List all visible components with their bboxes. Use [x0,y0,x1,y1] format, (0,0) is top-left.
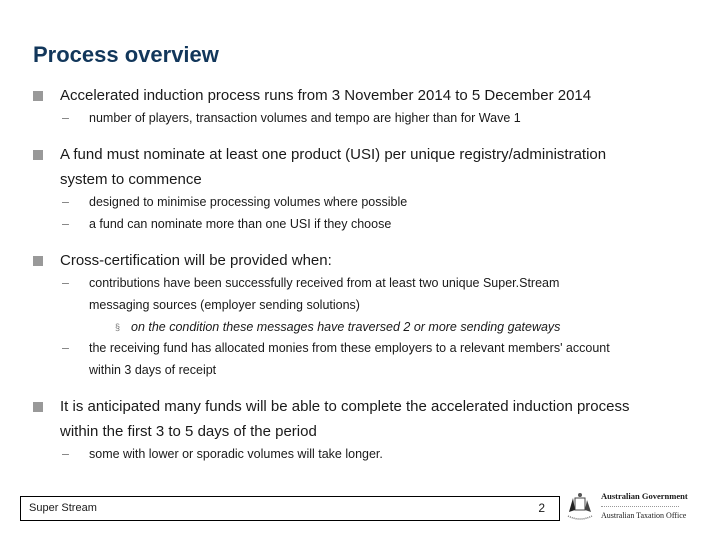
bullet-text: Cross-certification will be provided when: [60,252,332,269]
bullet-text: within the first 3 to 5 days of the period [60,423,317,440]
square-bullet-icon [33,256,43,266]
dash-bullet-icon: – [62,447,69,461]
logo-line-1: Australian Government [601,491,688,501]
section-bullet-icon: § [115,322,121,332]
sub-bullet-text: a fund can nominate more than one USI if they choose [89,217,392,231]
sub-bullet-text: some with lower or sporadic volumes will take longer. [89,447,383,461]
square-bullet-icon [33,402,43,412]
footer-bar [20,496,560,521]
coat-of-arms-icon [565,490,595,524]
sub-bullet-text: number of players, transaction volumes and tempo are higher than for Wave 1 [89,111,521,125]
square-bullet-icon [33,91,43,101]
sub-bullet-text: designed to minimise processing volumes where possible [89,195,408,209]
sub-bullet-text: contributions have been successfully received from at least two unique Super.Stream [89,276,560,290]
dash-bullet-icon: – [62,111,69,125]
logo-line-2: Australian Taxation Office [601,511,687,520]
government-logo [565,488,705,528]
footer-title: Super Stream [29,502,97,514]
square-bullet-icon [33,150,43,160]
sub-bullet-text: the receiving fund has allocated monies from these employers to a relevant members' account [89,341,610,355]
sub-bullet-text: within 3 days of receipt [89,363,217,377]
sub-sub-bullet-text: on the condition these messages have traversed 2 or more sending gateways [131,320,561,334]
page-number: 2 [538,501,545,515]
bullet-text: Accelerated induction process runs from 3 November 2014 to 5 December 2014 [60,87,592,104]
bullet-text: It is anticipated many funds will be able to complete the accelerated induction process [60,398,630,415]
logo-divider [601,506,679,507]
dash-bullet-icon: – [62,341,69,355]
dash-bullet-icon: – [62,217,69,231]
dash-bullet-icon: – [62,276,69,290]
page-title: Process overview [33,42,219,67]
bullet-text: A fund must nominate at least one product (USI) per unique registry/administration [60,146,607,163]
bullet-text: system to commence [60,171,202,188]
sub-bullet-text: messaging sources (employer sending solutions) [89,298,360,312]
dash-bullet-icon: – [62,195,69,209]
